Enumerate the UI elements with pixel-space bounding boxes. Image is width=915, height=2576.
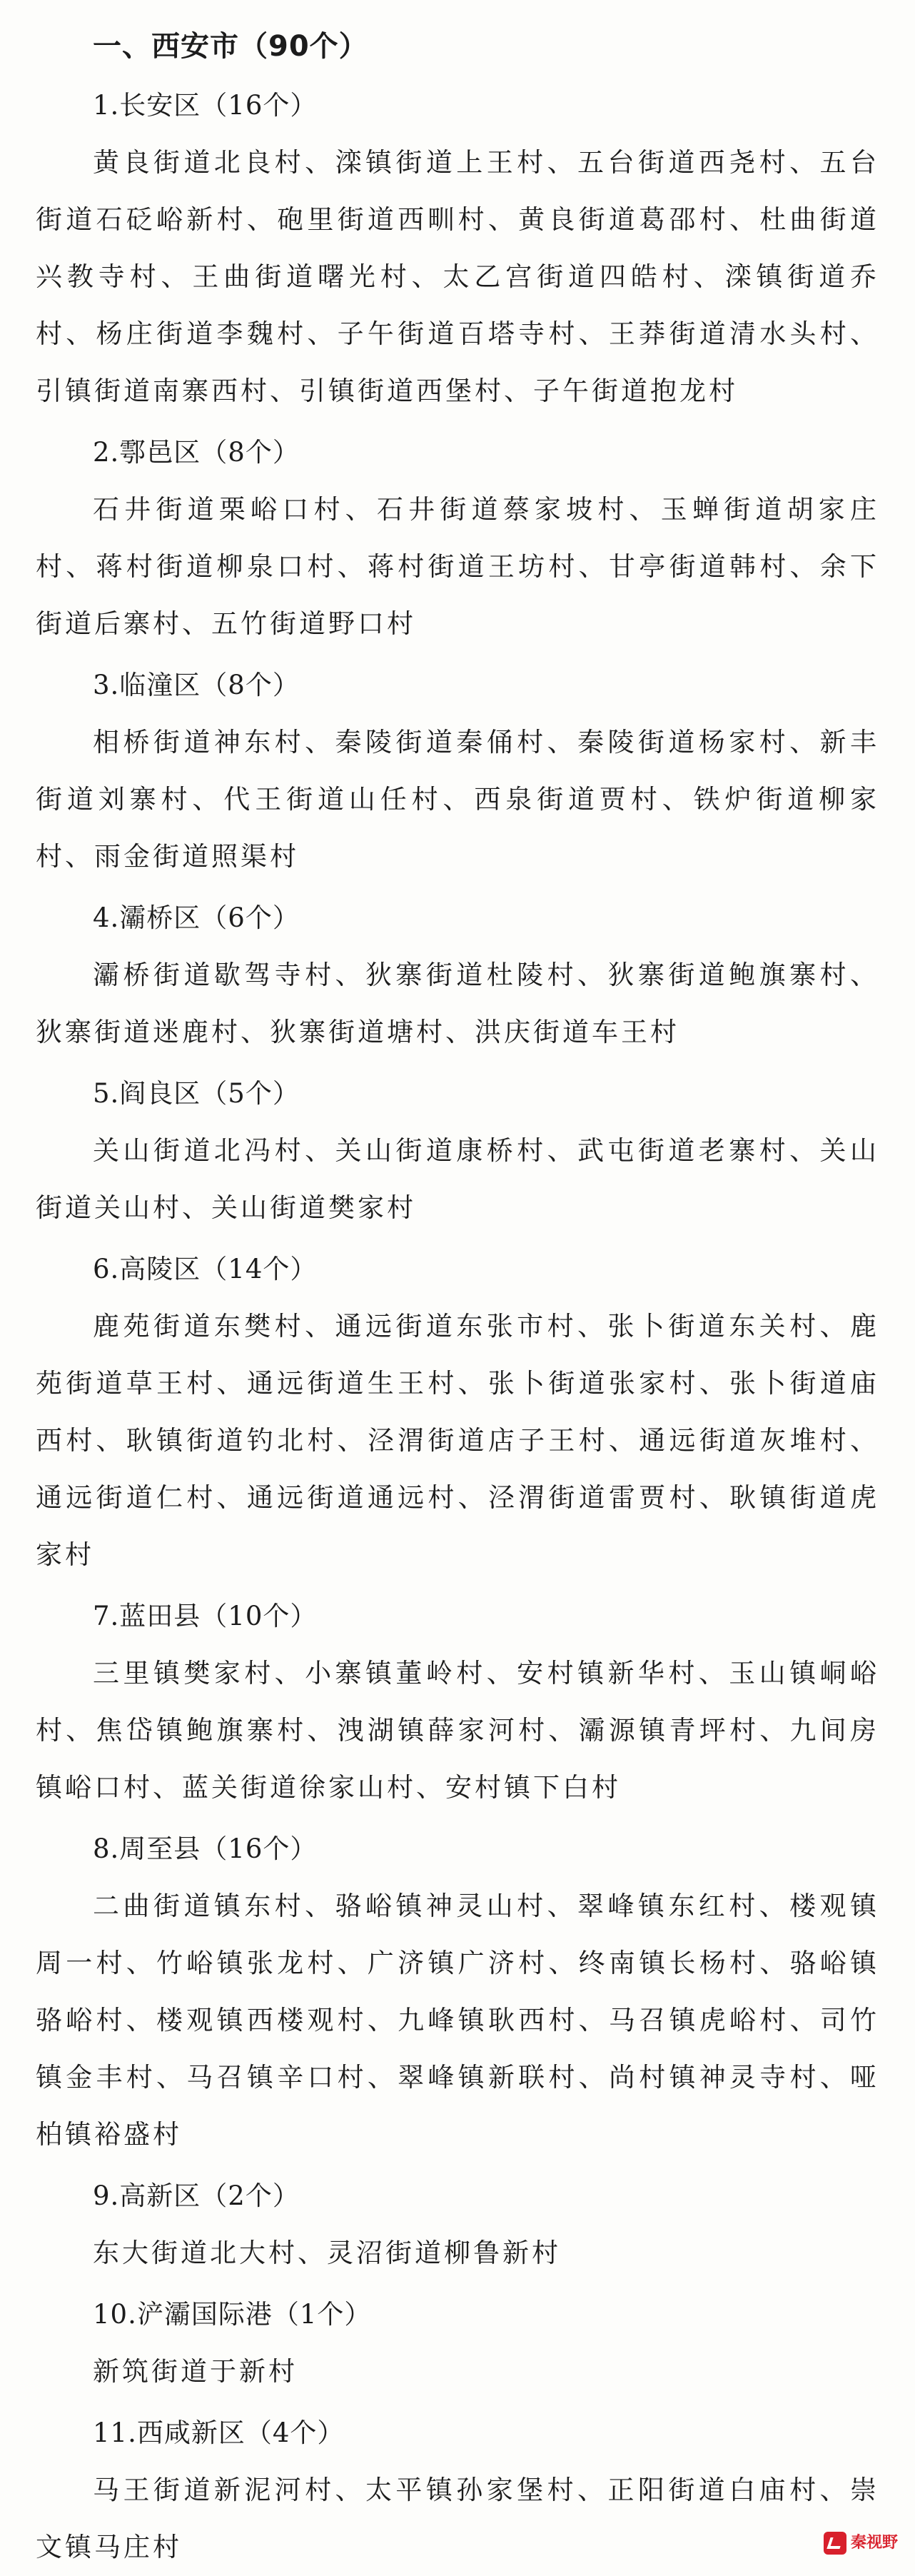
village-list: 鹿苑街道东樊村、通远街道东张市村、张卜街道东关村、鹿苑街道草王村、通远街道生王村、张卜街道张家村、张卜街道庙西村、耿镇街道钓北村、泾渭街道店子王村、通远街道灰堆村、通远街道仁村、通远街道通远村、泾渭街道雷贾村、耿镇街道虎家村 bbox=[36, 1311, 879, 1570]
district-list bbox=[36, 83, 879, 2576]
village-list: 黄良街道北良村、滦镇街道上王村、五台街道西尧村、五台街道石砭峪新村、砲里街道西甽村、黄良街道葛邵村、杜曲街道兴教寺村、王曲街道曙光村、太乙宫街道四皓村、滦镇街道乔村、杨庄街道李魏村、子午街道百塔寺村、王莽街道清水头村、引镇街道南寨西村、引镇街道西堡村、子午街道抱龙村 bbox=[36, 147, 879, 406]
village-list: 关山街道北冯村、关山街道康桥村、武屯街道老寨村、关山街道关山村、关山街道樊家村 bbox=[36, 1135, 879, 1223]
district-block bbox=[36, 2173, 879, 2282]
district-block bbox=[36, 83, 879, 420]
district-title: 5.阎良区（5个） bbox=[93, 1078, 300, 1109]
watermark-text: 秦视野 bbox=[851, 2534, 899, 2552]
district-title: 1.长安区（16个） bbox=[93, 90, 318, 121]
district-block bbox=[36, 663, 879, 885]
district-block bbox=[36, 430, 879, 653]
village-list: 二曲街道镇东村、骆峪镇神灵山村、翠峰镇东红村、楼观镇周一村、竹峪镇张龙村、广济镇广济村、终南镇长杨村、骆峪镇骆峪村、楼观镇西楼观村、九峰镇耿西村、马召镇虎峪村、司竹镇金丰村、马召镇辛口村、翠峰镇新联村、尚村镇神灵寺村、哑柏镇裕盛村 bbox=[36, 1891, 879, 2150]
district-title: 4.灞桥区（6个） bbox=[93, 902, 300, 933]
village-list: 东大街道北大村、灵沼街道柳鲁新村 bbox=[93, 2238, 561, 2268]
village-list: 三里镇樊家村、小寨镇董岭村、安村镇新华村、玉山镇峒峪村、焦岱镇鲍旗寨村、洩湖镇薛家河村、灞源镇青坪村、九间房镇峪口村、蓝关街道徐家山村、安村镇下白村 bbox=[36, 1658, 879, 1803]
district-block bbox=[36, 1071, 879, 1237]
district-block bbox=[36, 1247, 879, 1584]
village-list: 灞桥街道歇驾寺村、狄寨街道杜陵村、狄寨街道鲍旗寨村、狄寨街道迷鹿村、狄寨街道塘村、洪庆街道车王村 bbox=[36, 960, 879, 1047]
village-list: 石井街道栗峪口村、石井街道蔡家坡村、玉蝉街道胡家庄村、蒋村街道柳泉口村、蒋村街道王坊村、甘亭街道韩村、余下街道后寨村、五竹街道野口村 bbox=[36, 494, 879, 639]
district-title: 6.高陵区（14个） bbox=[93, 1254, 318, 1284]
district-block bbox=[36, 1594, 879, 1816]
section-title: 一、西安市（90个） bbox=[93, 30, 368, 63]
district-title: 3.临潼区（8个） bbox=[93, 670, 300, 700]
district-title: 7.蓝田县（10个） bbox=[93, 1601, 318, 1631]
district-block bbox=[36, 1826, 879, 2163]
village-list: 马王街道新泥河村、太平镇孙家堡村、正阳街道白庙村、崇文镇马庄村 bbox=[36, 2475, 879, 2562]
district-title: 10.浐灞国际港（1个） bbox=[93, 2299, 372, 2330]
district-block bbox=[36, 2292, 879, 2400]
district-title: 11.西咸新区（4个） bbox=[93, 2417, 345, 2448]
village-list: 新筑街道于新村 bbox=[93, 2356, 298, 2387]
qinshiye-logo-icon bbox=[824, 2532, 846, 2555]
watermark bbox=[824, 2529, 904, 2557]
district-title: 2.鄠邑区（8个） bbox=[93, 437, 300, 468]
village-list: 相桥街道神东村、秦陵街道秦俑村、秦陵街道杨家村、新丰街道刘寨村、代王街道山任村、西泉街道贾村、铁炉街道柳家村、雨金街道照渠村 bbox=[36, 727, 879, 872]
district-block bbox=[36, 895, 879, 1061]
district-title: 8.周至县（16个） bbox=[93, 1833, 318, 1864]
district-title: 9.高新区（2个） bbox=[93, 2180, 300, 2211]
district-block bbox=[36, 2410, 879, 2576]
